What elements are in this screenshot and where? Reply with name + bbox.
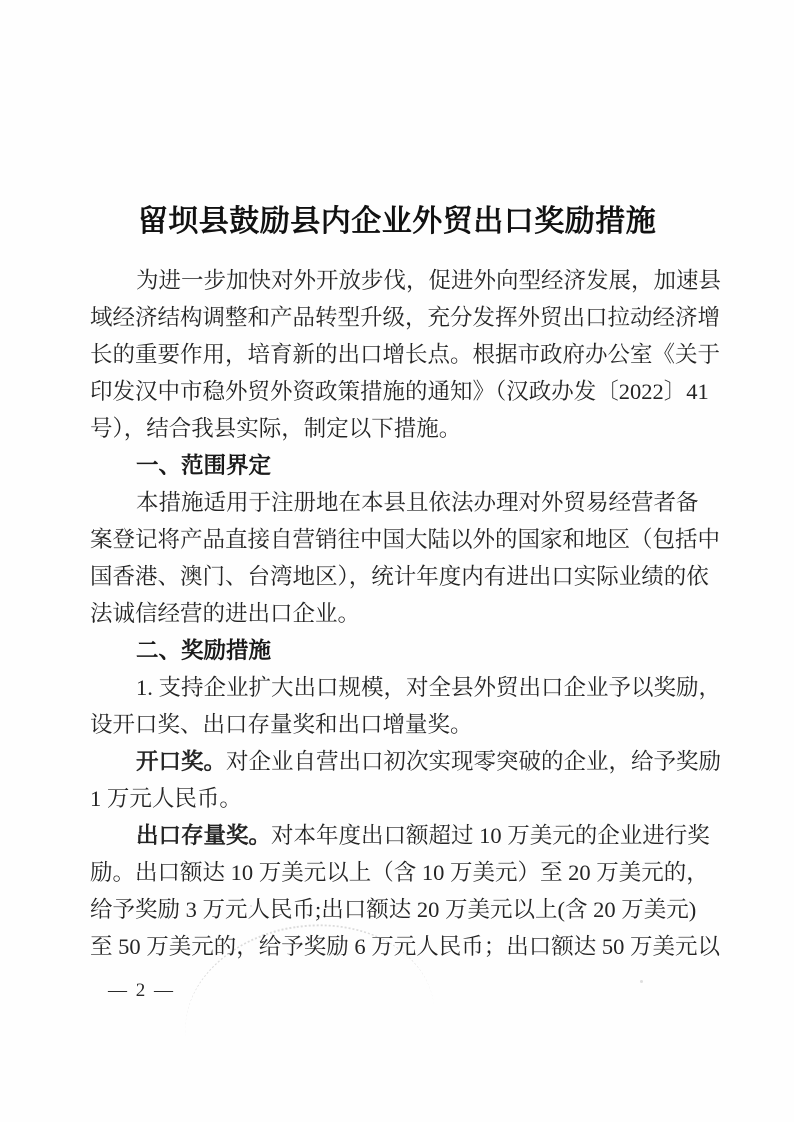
paragraph-line: 法诚信经营的进出口企业。 bbox=[90, 601, 361, 626]
paragraph-line: 1. 支持企业扩大出口规模，对全县外贸出口企业予以奖励， bbox=[136, 675, 722, 700]
award-stock-label: 出口存量奖。 bbox=[136, 823, 272, 848]
section-heading-rewards: 二、奖励措施 bbox=[136, 638, 272, 663]
section-heading-scope: 一、范围界定 bbox=[136, 453, 272, 478]
paragraph-line: 为进一步加快对外开放步伐，促进外向型经济发展，加速县 bbox=[136, 268, 722, 293]
award-open-text: 对企业自营出口初次实现零突破的企业，给予奖励 bbox=[226, 749, 722, 774]
paragraph-line: 励。出口额达 10 万美元以上（含 10 万美元）至 20 万美元的， bbox=[90, 860, 709, 885]
paragraph-line: 长的重要作用，培育新的出口增长点。根据市政府办公室《关于 bbox=[90, 342, 721, 367]
paragraph-line-award-open bbox=[90, 743, 722, 780]
award-stock-text: 对本年度出口额超过 10 万美元的企业进行奖 bbox=[271, 823, 710, 848]
document-body bbox=[90, 262, 722, 965]
scan-speck bbox=[640, 980, 643, 983]
paragraph-line: 本措施适用于注册地在本县且依法办理对外贸易经营者备 bbox=[136, 490, 699, 515]
paragraph-line-award-stock bbox=[90, 817, 712, 854]
document-title: 留坝县鼓励县内企业外贸出口奖励措施 bbox=[137, 205, 657, 239]
paragraph-line: 设开口奖、出口存量奖和出口增量奖。 bbox=[90, 712, 473, 737]
paragraph-line: 号），结合我县实际，制定以下措施。 bbox=[90, 416, 462, 441]
paragraph-line: 案登记将产品直接自营销往中国大陆以外的国家和地区（包括中 bbox=[90, 527, 721, 552]
page-number: — 2 — bbox=[108, 980, 175, 1001]
paragraph-line: 域经济结构调整和产品转型升级，充分发挥外贸出口拉动经济增 bbox=[90, 305, 721, 330]
paragraph-line: 至 50 万美元的，给予奖励 6 万元人民币；出口额达 50 万美元以 bbox=[90, 934, 721, 959]
paragraph-line: 国香港、澳门、台湾地区），统计年度内有进出口实际业绩的依 bbox=[90, 564, 709, 589]
paragraph-line: 1 万元人民币。 bbox=[90, 786, 242, 811]
award-open-label: 开口奖。 bbox=[136, 749, 227, 774]
paragraph-line: 给予奖励 3 万元人民币;出口额达 20 万美元以上(含 20 万美元) bbox=[90, 897, 697, 922]
paragraph-line: 印发汉中市稳外贸外资政策措施的通知》（汉政办发〔2022〕41 bbox=[90, 379, 709, 404]
